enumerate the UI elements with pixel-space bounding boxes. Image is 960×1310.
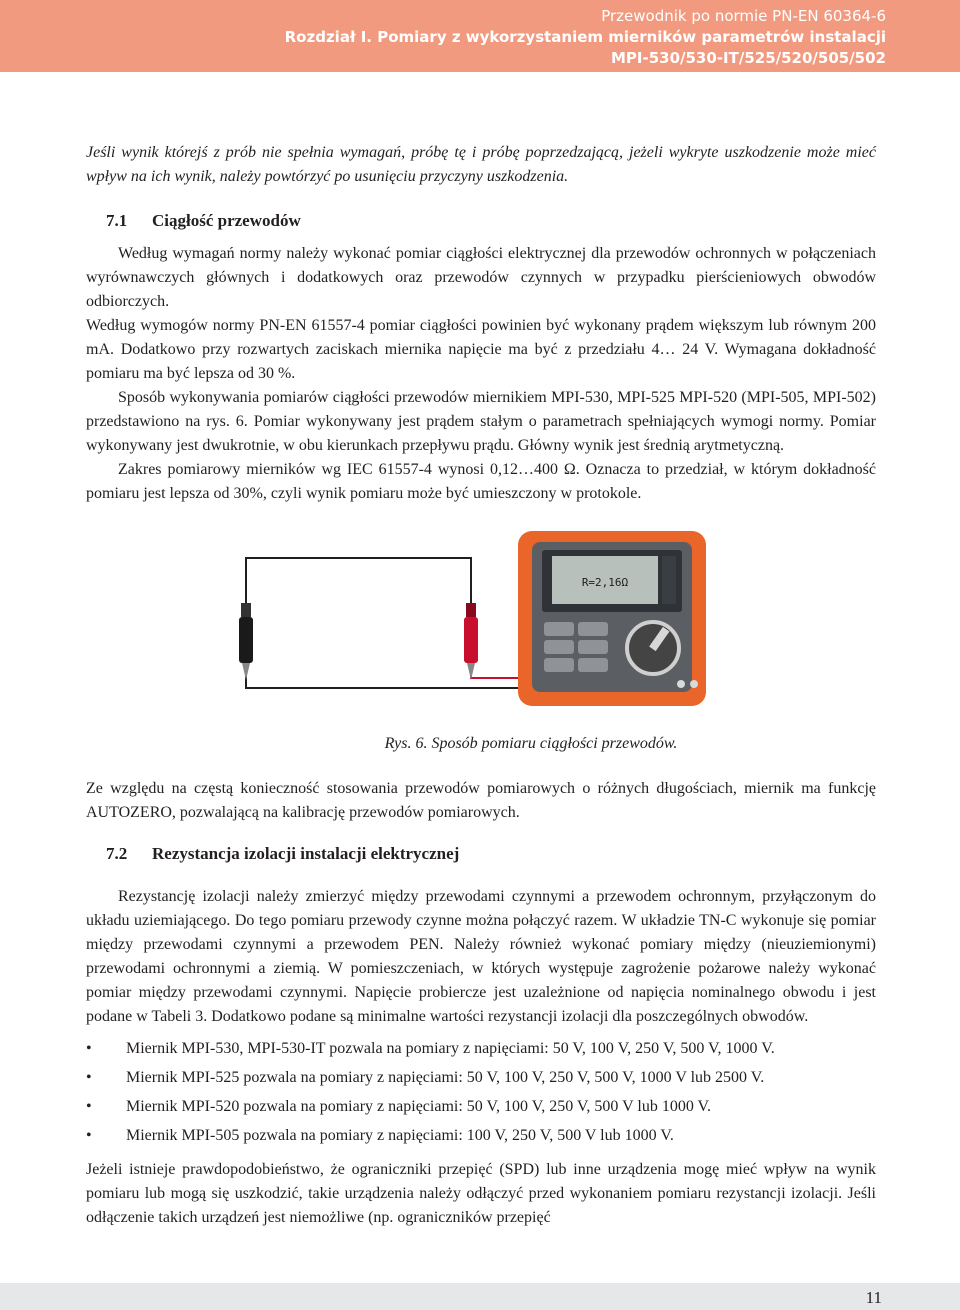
list-item: • Miernik MPI-505 pozwala na pomiary z napięciami: 100 V, 250 V, 500 V lub 1000 V. [86,1121,876,1150]
section-7-2-title: Rezystancja izolacji instalacji elektrycznej [152,844,460,863]
section-7-1-paragraph-1: Według wymagań normy należy wykonać pomiar ciągłości elektrycznej dla przewodów ochronnych w połączeniach wyrównawczych głównych i dodatkowych oraz przewodów czynnych w przypadku pierścieniowych obwodów odbiorczych. [86,245,876,310]
section-7-2-heading [106,839,876,869]
meter-display-reading: R=2,16Ω [581,576,629,589]
list-item: • Miernik MPI-525 pozwala na pomiary z napięciami: 50 V, 100 V, 250 V, 500 V, 1000 V lub 2500 V. [86,1063,876,1092]
continuity-measurement-illustration [86,528,876,713]
figure-caption: Rys. 6. Sposób pomiaru ciągłości przewodów. [384,735,678,752]
footer-bar [0,1283,960,1310]
section-7-1-paragraph-2: Według wymogów normy PN-EN 61557-4 pomiar ciągłości powinien być wykonany prądem większym lub równym 200 mA. Dodatkowo przy rozwartych zaciskach miernika napięcie ma być z przedziału 4… 24 V. Wymagana dokładność pomiaru ma być lepsza od 30 %. [86,317,876,382]
header-guide-title: Przewodnik po normie PN-EN 60364-6 [601,7,886,25]
page-content [86,141,876,1230]
section-7-2-paragraph-2: Jeżeli istnieje prawdopodobieństwo, że ograniczniki przepięć (SPD) lub inne urządzenia mogę mieć wpływ na wynik pomiaru lub mogą się uszkodzić, takie urządzenia należy odłączyć przed wykonaniem pomiaru rezystancji izolacji. Jeśli odłączenie takich urządzeń jest niemożliwe (np. ograniczników przepięć [86,1161,876,1226]
red-probe [464,603,478,680]
page-header [0,0,960,72]
section-7-2-paragraph-1: Rezystancję izolacji należy zmierzyć między przewodami czynnymi a przewodem ochronnym, przyłączonym do układu uziemiającego. Do tego pomiaru przewody czynne można połączyć razem. W układzie TN-C wykonuje się pomiar między przewodami czynnymi a przewodem PEN. Należy również wykonać pomiary między (nieuziemionymi) przewodami ochronnymi a ziemią. W pomieszczeniach, w których występuje zagrożenie pożarowe należy wykonać pomiar między przewodami czynnymi. Napięcie probiercze jest uzależnione od napięcia nominalnego obwodu i jest podane w Tabeli 3. Dodatkowo podane są minimalne wartości rezystancji izolacji dla poszczególnych obwodów. [86,888,876,1025]
header-meter-models: MPI-530/530-IT/525/520/505/502 [610,49,886,67]
section-7-1-paragraph-4: Zakres pomiarowy mierników wg IEC 61557-4 wynosi 0,12…400 Ω. Oznacza to przedział, w którym dokładność pomiaru jest lepsza od 30%, czyli wynik pomiaru może być umieszczony w protokole. [86,461,876,502]
intro-paragraph: Jeśli wynik którejś z prób nie spełnia wymagań, próbę tę i próbę poprzedzającą, jeżeli wykryte uszkodzenie może mieć wpływ na ich wynik, należy powtórzyć po usunięciu przyczyny uszkodzenia. [86,144,876,185]
section-7-1-number: 7.1 [106,211,128,230]
section-7-1-title: Ciągłość przewodów [152,211,301,230]
mpi-meter-device [518,531,706,706]
bullet-icon: • [86,1127,92,1144]
page-number: 11 [865,1288,882,1307]
figure-continuity-measurement [86,528,876,713]
section-7-1-paragraph-3: Sposób wykonywania pomiarów ciągłości przewodów miernikiem MPI-530, MPI-525 MPI-520 (MPI-505, MPI-502) przedstawiono na rys. 6. Pomiar wykonywany jest prądem stałym o parametrach spełniających wymogi normy. Pomiar wykonywany jest dwukrotnie, w obu kierunkach przepływu prądu. Główny wynik jest średnią arytmetyczną. [86,389,876,454]
black-probe [239,603,253,680]
autozero-paragraph: Ze względu na częstą konieczność stosowania przewodów pomiarowych o różnych długościach, miernik ma funkcję AUTOZERO, pozwalającą na kalibrację przewodów pomiarowych. [86,780,876,821]
header-text [285,6,886,69]
bullet-icon: • [86,1040,92,1057]
test-lead-black-wire [246,558,471,603]
bullet-icon: • [86,1098,92,1115]
list-item: • Miernik MPI-520 pozwala na pomiary z napięciami: 50 V, 100 V, 250 V, 500 V lub 1000 V. [86,1092,876,1121]
list-item: • Miernik MPI-530, MPI-530-IT pozwala na pomiary z napięciami: 50 V, 100 V, 250 V, 500 V, 1000 V. [86,1034,876,1063]
test-voltage-list [86,1034,876,1150]
bullet-icon: • [86,1069,92,1086]
section-7-1-heading [106,206,876,236]
header-chapter-title: Rozdział I. Pomiary z wykorzystaniem mierników parametrów instalacji [284,28,886,46]
section-7-2-number: 7.2 [106,844,128,863]
